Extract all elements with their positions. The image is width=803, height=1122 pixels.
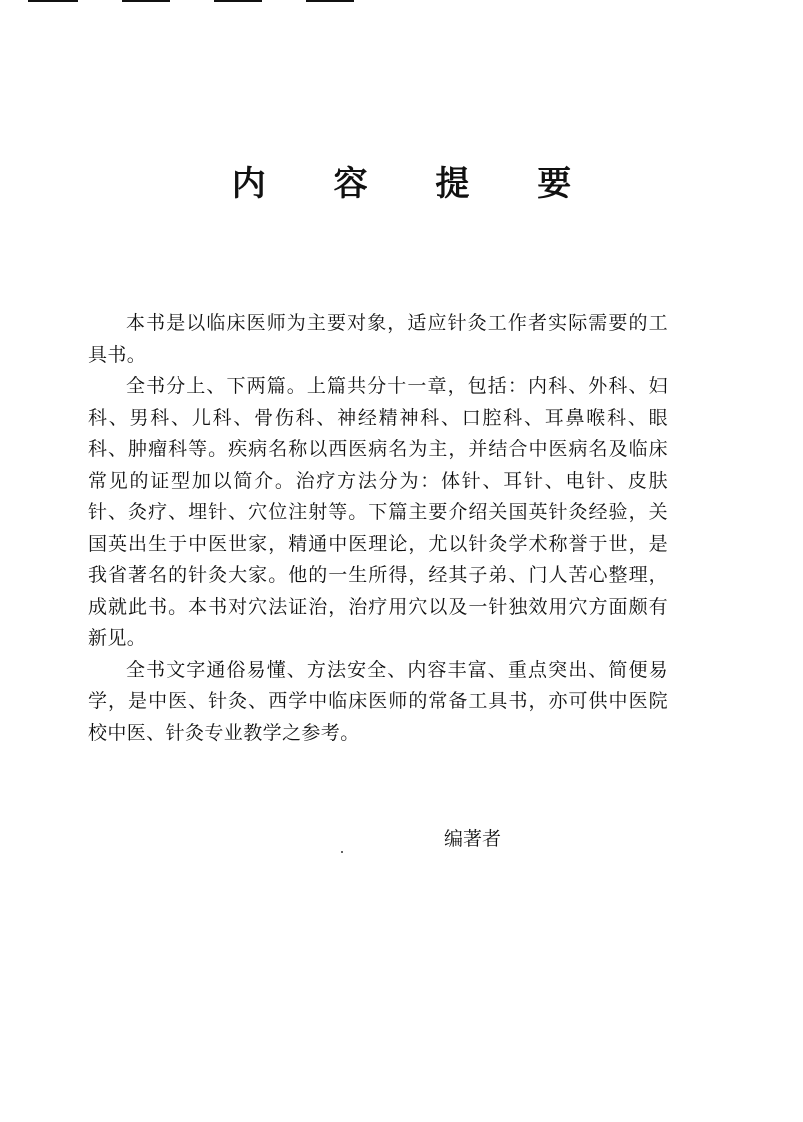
paragraph-2: 全书分上、下两篇。上篇共分十一章，包括：内科、外科、妇科、男科、儿科、骨伤科、神经精神科、口腔科、耳鼻喉科、眼科、肿瘤科等。疾病名称以西医病名为主，并结合中医病名及临床常见的证型加以简介。治疗方法分为：体针、耳针、电针、皮肤针、灸疗、埋针、穴位注射等。下篇主要介绍关国英针灸经验，关国英出生于中医世家，精通中医理论，尤以针灸学术称誉于世，是我省著名的针灸大家。他的一生所得，经其子弟、门人苦心整理，成就此书。本书对穴法证治，治疗用穴以及一针独效用穴方面颇有新见。 (88, 375, 668, 649)
page-title: 内 容 提 要 (231, 164, 600, 204)
summary-body (88, 308, 668, 749)
top-rule-1 (28, 0, 78, 2)
top-rule-2 (122, 0, 170, 2)
top-rule-3 (214, 0, 262, 2)
scan-speck (341, 851, 343, 853)
top-rule-4 (306, 0, 354, 2)
paragraph-3: 全书文字通俗易懂、方法安全、内容丰富、重点突出、简便易学，是中医、针灸、西学中临床医师的常备工具书，亦可供中医院校中医、针灸专业教学之参考。 (88, 658, 668, 744)
paragraph-1: 本书是以临床医师为主要对象，适应针灸工作者实际需要的工具书。 (88, 312, 668, 366)
author-signature: 编著者 (444, 828, 502, 850)
